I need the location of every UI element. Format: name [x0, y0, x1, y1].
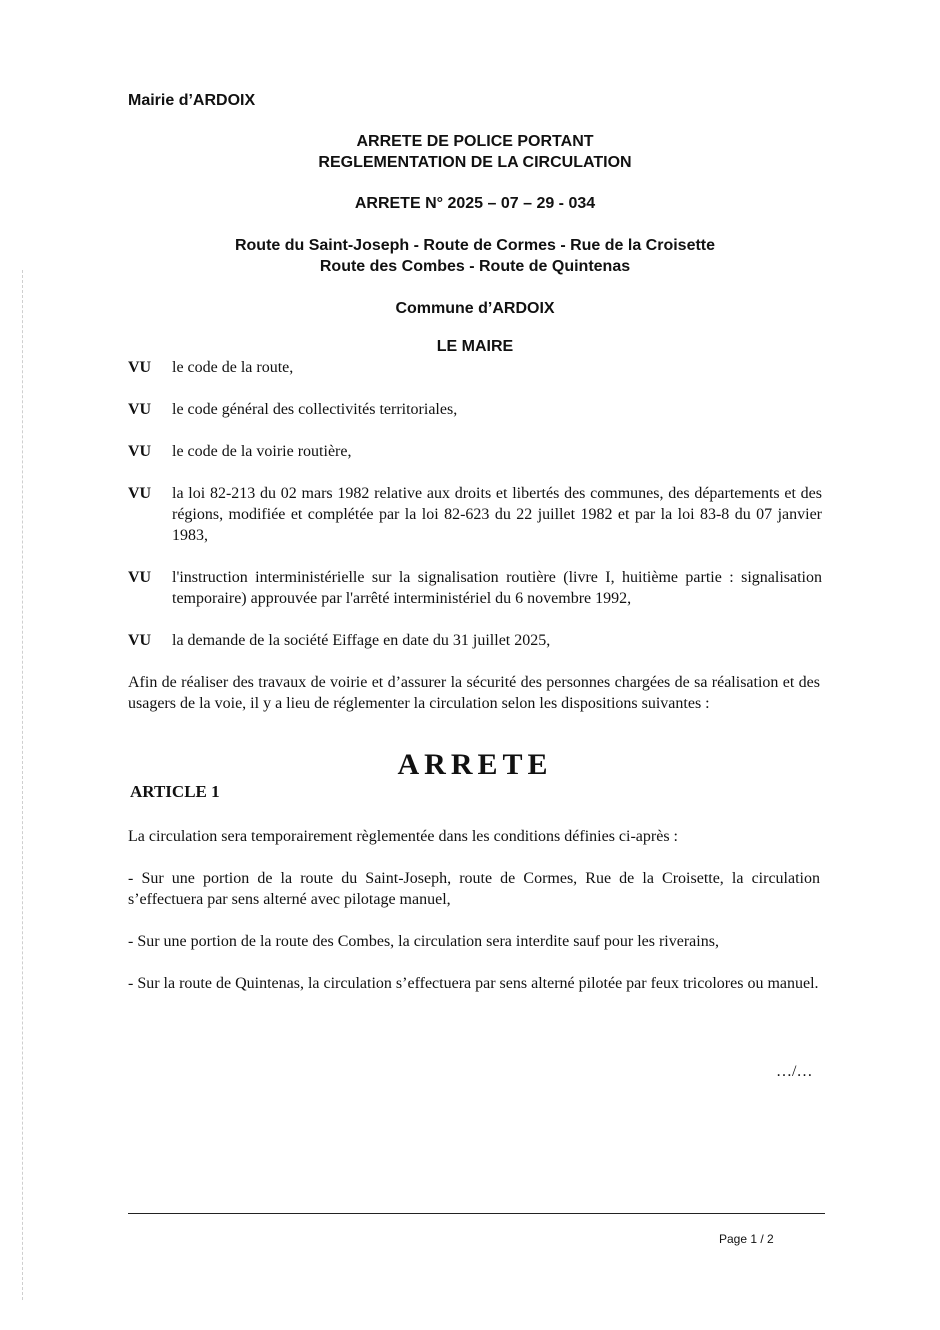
vu-item: [128, 357, 822, 378]
vu-label: VU: [128, 443, 152, 460]
mairie-label: Mairie d’ARDOIX: [128, 92, 256, 109]
continuation-mark: …/…: [776, 1063, 813, 1080]
vu-text: le code général des collectivités territoriales,: [172, 401, 458, 418]
vu-item: [128, 567, 822, 609]
title-line-2: REGLEMENTATION DE LA CIRCULATION: [318, 154, 632, 171]
scan-artifact-line: [22, 270, 23, 1300]
vu-item: [128, 483, 822, 546]
title-line-1: ARRETE DE POLICE PORTANT: [356, 133, 594, 150]
vu-label: VU: [128, 401, 152, 418]
article-1-intro: La circulation sera temporairement règlementée dans les conditions définies ci-après :: [128, 828, 678, 845]
article-1-title: ARTICLE 1: [130, 782, 220, 801]
article-1-item: - Sur une portion de la route des Combes, la circulation sera interdite sauf pour les riverains,: [128, 933, 719, 950]
roads-line-2: Route des Combes - Route de Quintenas: [319, 258, 631, 275]
page-number: Page 1 / 2: [719, 1232, 774, 1246]
article-1-item: - Sur la route de Quintenas, la circulation s’effectuera par sens alterné pilotée par feux tricolores ou manuel.: [128, 975, 819, 992]
footer-divider: [128, 1213, 825, 1214]
vu-label: VU: [128, 485, 152, 502]
vu-label: VU: [128, 632, 152, 649]
document-title: [128, 131, 822, 173]
roads-line-1: Route du Saint-Joseph - Route de Cormes - Rue de la Croisette: [234, 237, 716, 254]
vu-item: [128, 399, 822, 420]
commune-label: Commune d’ARDOIX: [395, 300, 555, 317]
roads-block: [128, 235, 822, 277]
vu-item: [128, 630, 822, 651]
vu-text: la demande de la société Eiffage en date du 31 juillet 2025,: [172, 632, 551, 649]
vu-label: VU: [128, 359, 152, 376]
arrete-number: ARRETE N° 2025 – 07 – 29 - 034: [354, 195, 596, 212]
article-1-item: - Sur une portion de la route du Saint-Joseph, route de Cormes, Rue de la Croisette, la circulation s’effectuera par sens alterné avec pilotage manuel,: [128, 870, 820, 908]
vu-item: [128, 441, 822, 462]
vu-text: le code de la voirie routière,: [172, 443, 352, 460]
vu-text: le code de la route,: [172, 359, 294, 376]
vu-label: VU: [128, 569, 152, 586]
preamble-paragraph: Afin de réaliser des travaux de voirie et d’assurer la sécurité des personnes chargées de sa réalisation et des usagers de la voie, il y a lieu de réglementer la circulation selon les dispositions suivantes :: [128, 674, 820, 712]
arrete-heading: ARRETE: [397, 748, 553, 781]
vu-text: l'instruction interministérielle sur la signalisation routière (livre I, huitième partie : signalisation temporaire) approuvée par l'arrêté interministériel du 6 novembre 1992,: [172, 569, 822, 607]
vu-text: la loi 82-213 du 02 mars 1982 relative aux droits et libertés des communes, des départements et des régions, modifiée et complétée par la loi 82-623 du 22 juillet 1982 et par la loi 83-8 du 07 janvier 1983,: [172, 485, 822, 544]
le-maire-label: LE MAIRE: [436, 338, 514, 355]
